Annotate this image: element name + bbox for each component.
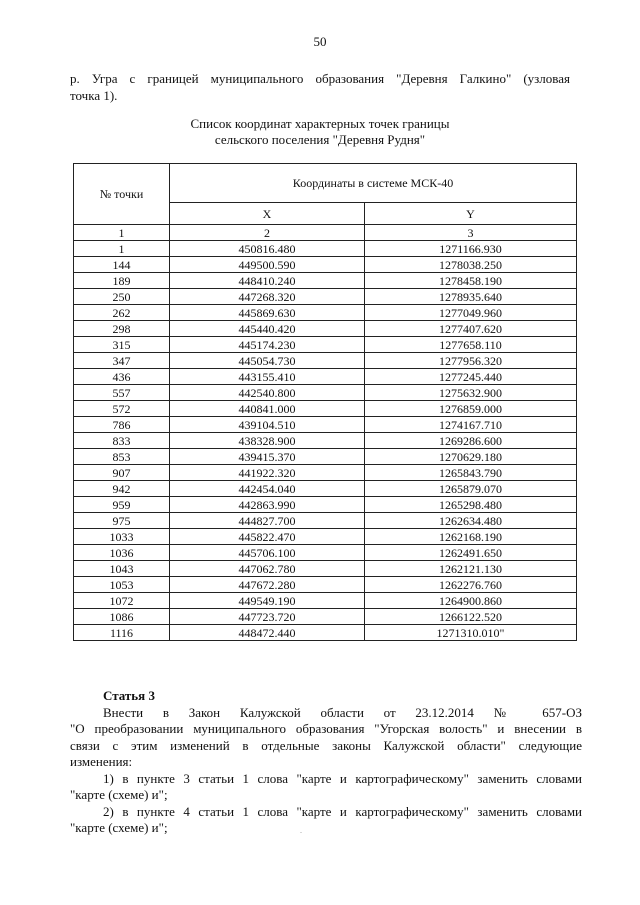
x-cell: 439415.370 <box>170 449 365 465</box>
x-cell: 441922.320 <box>170 465 365 481</box>
table-row <box>74 513 577 529</box>
table-row <box>74 481 577 497</box>
x-cell: 445869.630 <box>170 305 365 321</box>
y-cell: 1271166.930 <box>365 241 577 257</box>
table-row <box>74 545 577 561</box>
x-cell: 447062.780 <box>170 561 365 577</box>
y-cell: 1276859.000 <box>365 401 577 417</box>
point-number-cell: 1036 <box>74 545 170 561</box>
point-number-cell: 853 <box>74 449 170 465</box>
article-item-line: "карте (схеме) и"; <box>70 787 168 802</box>
point-number-cell: 144 <box>74 257 170 273</box>
point-number-cell: 1116 <box>74 625 170 641</box>
y-cell: 1262491.650 <box>365 545 577 561</box>
y-cell: 1275632.900 <box>365 385 577 401</box>
stray-mark: . <box>300 826 302 835</box>
point-number-cell: 572 <box>74 401 170 417</box>
table-row <box>74 337 577 353</box>
point-number-cell: 1086 <box>74 609 170 625</box>
point-number-cell: 907 <box>74 465 170 481</box>
table-row <box>74 241 577 257</box>
article-para-line: изменения: <box>70 754 133 769</box>
table-row <box>74 385 577 401</box>
article-3 <box>70 688 582 837</box>
y-cell: 1278038.250 <box>365 257 577 273</box>
article-item-line: 2) в пункте 4 статьи 1 слова "карте и картографическому" заменить словами <box>103 803 582 819</box>
x-cell: 447723.720 <box>170 609 365 625</box>
y-cell: 1277245.440 <box>365 369 577 385</box>
article-title: Статья 3 <box>103 688 155 703</box>
x-cell: 445054.730 <box>170 353 365 369</box>
x-cell: 442863.990 <box>170 497 365 513</box>
y-cell: 1265298.480 <box>365 497 577 513</box>
header-coordinate-system: Координаты в системе МСК-40 <box>170 164 577 203</box>
table-row <box>74 401 577 417</box>
page-number: 50 <box>313 34 327 49</box>
point-number-cell: 250 <box>74 289 170 305</box>
y-cell: 1270629.180 <box>365 449 577 465</box>
y-cell: 1266122.520 <box>365 609 577 625</box>
point-number-cell: 1 <box>74 241 170 257</box>
y-cell: 1271310.010" <box>365 625 577 641</box>
y-cell: 1262168.190 <box>365 529 577 545</box>
y-cell: 1265879.070 <box>365 481 577 497</box>
x-cell: 440841.000 <box>170 401 365 417</box>
table-row <box>74 433 577 449</box>
x-cell: 445440.420 <box>170 321 365 337</box>
y-cell: 1264900.860 <box>365 593 577 609</box>
table-row <box>74 497 577 513</box>
y-cell: 1262121.130 <box>365 561 577 577</box>
point-number-cell: 786 <box>74 417 170 433</box>
table-row <box>74 609 577 625</box>
x-cell: 443155.410 <box>170 369 365 385</box>
article-item-line: 1) в пункте 3 статьи 1 слова "карте и картографическому" заменить словами <box>103 770 582 786</box>
x-cell: 445822.470 <box>170 529 365 545</box>
table-row <box>74 273 577 289</box>
intro-line: р. Угра с границей муниципального образования "Деревня Галкино" (узловая <box>70 71 570 86</box>
x-cell: 445706.100 <box>170 545 365 561</box>
point-number-cell: 262 <box>74 305 170 321</box>
point-number-cell: 557 <box>74 385 170 401</box>
point-number-cell: 1043 <box>74 561 170 577</box>
point-number-cell: 833 <box>74 433 170 449</box>
intro-paragraph <box>70 70 570 104</box>
x-cell: 449549.190 <box>170 593 365 609</box>
x-cell: 439104.510 <box>170 417 365 433</box>
table-row <box>74 625 577 641</box>
article-para-line: связи с этим изменений в отдельные законы Калужской области" следующие <box>70 737 582 753</box>
point-number-cell: 298 <box>74 321 170 337</box>
table-row <box>74 369 577 385</box>
point-number-cell: 347 <box>74 353 170 369</box>
table-row <box>74 449 577 465</box>
x-cell: 448410.240 <box>170 273 365 289</box>
x-cell: 444827.700 <box>170 513 365 529</box>
y-cell: 1277407.620 <box>365 321 577 337</box>
header-x: X <box>170 203 365 225</box>
x-cell: 445174.230 <box>170 337 365 353</box>
header-y: Y <box>365 203 577 225</box>
y-cell: 1262634.480 <box>365 513 577 529</box>
point-number-cell: 436 <box>74 369 170 385</box>
article-item-line: "карте (схеме) и"; <box>70 820 168 835</box>
y-cell: 1274167.710 <box>365 417 577 433</box>
index-cell: 3 <box>365 225 577 241</box>
point-number-cell: 942 <box>74 481 170 497</box>
y-cell: 1277049.960 <box>365 305 577 321</box>
y-cell: 1277658.110 <box>365 337 577 353</box>
y-cell: 1265843.790 <box>365 465 577 481</box>
y-cell: 1278935.640 <box>365 289 577 305</box>
header-point-number: № точки <box>74 164 170 225</box>
x-cell: 448472.440 <box>170 625 365 641</box>
intro-line: точка 1). <box>70 88 118 103</box>
point-number-cell: 315 <box>74 337 170 353</box>
y-cell: 1278458.190 <box>365 273 577 289</box>
x-cell: 442454.040 <box>170 481 365 497</box>
table-row <box>74 321 577 337</box>
index-cell: 2 <box>170 225 365 241</box>
point-number-cell: 1072 <box>74 593 170 609</box>
table-row <box>74 465 577 481</box>
table-row <box>74 257 577 273</box>
table-row <box>74 353 577 369</box>
table-row <box>74 529 577 545</box>
point-number-cell: 959 <box>74 497 170 513</box>
table-row <box>74 593 577 609</box>
table-title-line: сельского поселения "Деревня Рудня" <box>214 132 426 147</box>
x-cell: 438328.900 <box>170 433 365 449</box>
x-cell: 450816.480 <box>170 241 365 257</box>
point-number-cell: 1053 <box>74 577 170 593</box>
article-para-line: Внести в Закон Калужской области от 23.12.2014 № 657-ОЗ <box>103 704 582 720</box>
y-cell: 1269286.600 <box>365 433 577 449</box>
table-row <box>74 577 577 593</box>
x-cell: 447672.280 <box>170 577 365 593</box>
table-title-line: Список координат характерных точек границы <box>190 116 450 131</box>
table-title <box>0 116 640 148</box>
index-cell: 1 <box>74 225 170 241</box>
coordinates-table <box>73 163 577 641</box>
point-number-cell: 975 <box>74 513 170 529</box>
point-number-cell: 189 <box>74 273 170 289</box>
y-cell: 1277956.320 <box>365 353 577 369</box>
point-number-cell: 1033 <box>74 529 170 545</box>
table-row <box>74 289 577 305</box>
table-row <box>74 305 577 321</box>
table-row <box>74 417 577 433</box>
x-cell: 449500.590 <box>170 257 365 273</box>
y-cell: 1262276.760 <box>365 577 577 593</box>
article-para-line: "О преобразовании муниципального образования "Угорская волость" и внесении в <box>70 721 582 736</box>
x-cell: 447268.320 <box>170 289 365 305</box>
x-cell: 442540.800 <box>170 385 365 401</box>
table-row <box>74 561 577 577</box>
